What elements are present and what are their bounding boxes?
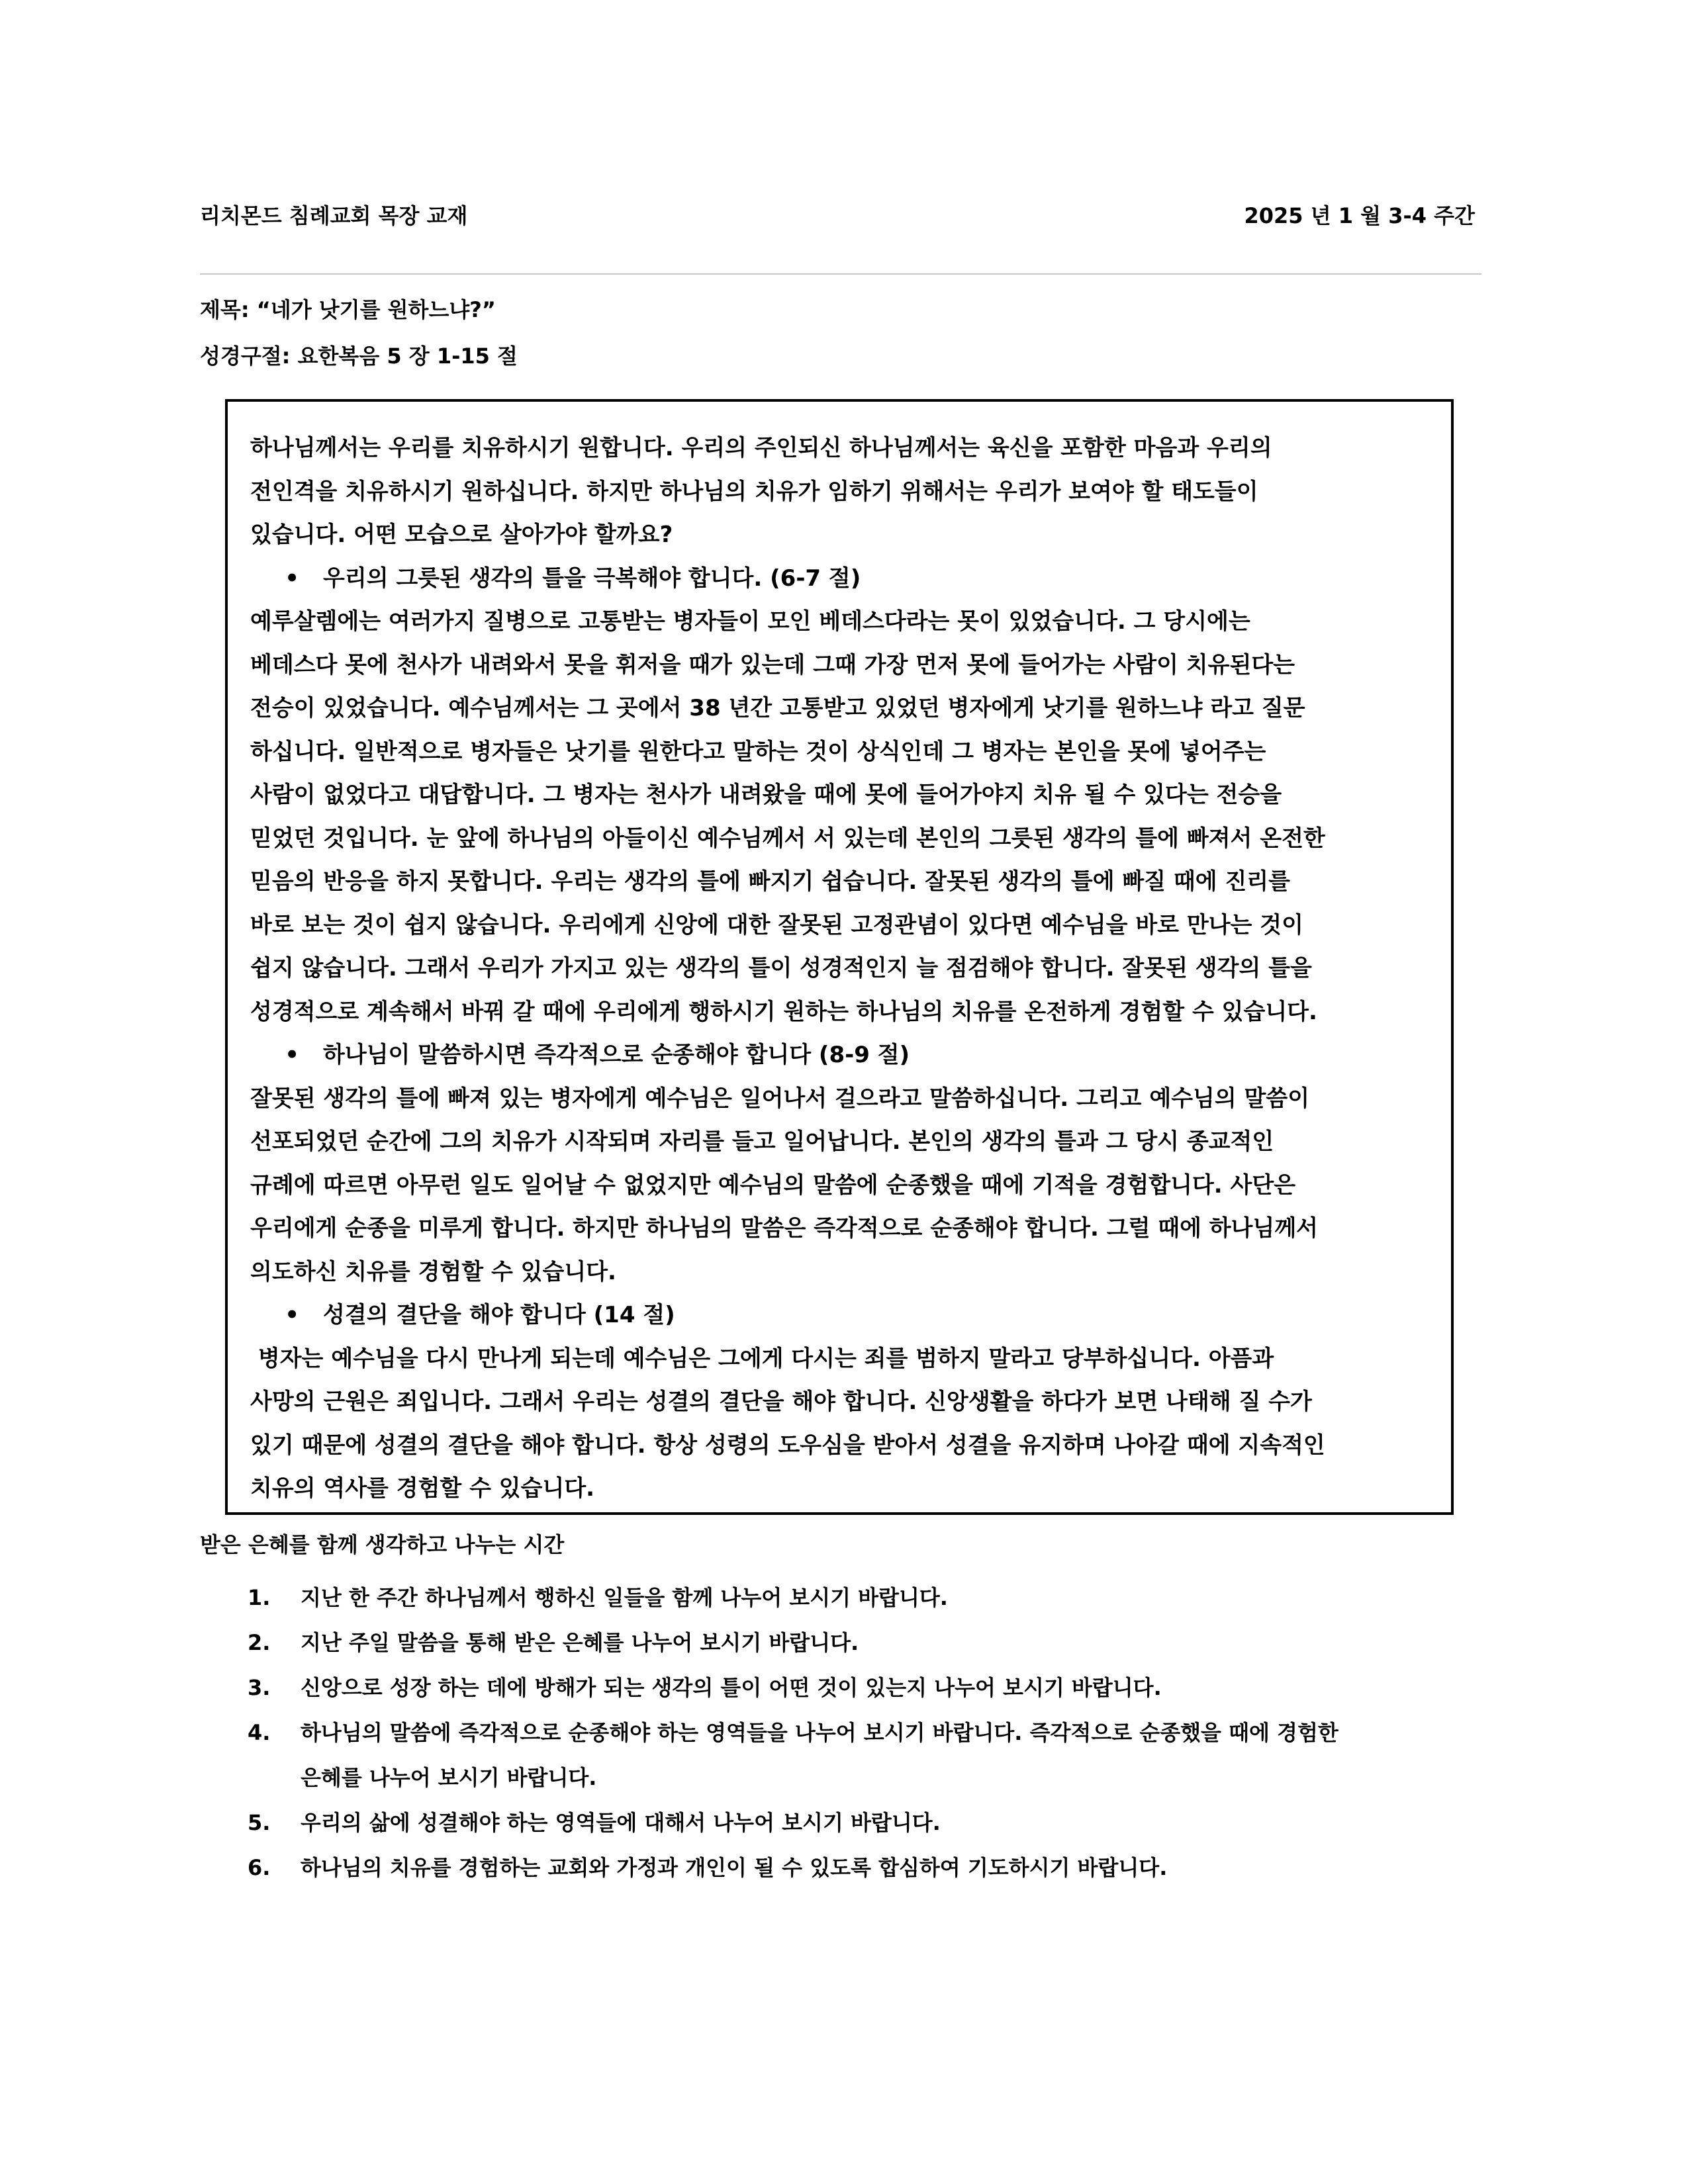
question-text	[301, 1710, 1497, 1800]
discussion-question	[200, 1710, 1497, 1800]
discussion-heading: 받은 은혜를 함께 생각하고 나누는 시간	[200, 1532, 565, 1557]
intro-line: 전인격을 치유하시기 원하십니다. 하지만 하나님의 치유가 임하기 위해서는 우리가 보여야 할 태도들이	[250, 478, 1258, 505]
body-line: 쉽지 않습니다. 그래서 우리가 가지고 있는 생각의 틀이 성경적인지 늘 점검해야 합니다. 잘못된 생각의 틀을	[250, 955, 1312, 981]
sermon-summary-box	[225, 399, 1454, 1515]
body-line: 바로 보는 것이 쉽지 않습니다. 우리에게 신앙에 대한 잘못된 고정관념이 있다면 예수님을 바로 만나는 것이	[250, 911, 1303, 938]
intro-line: 하나님께서는 우리를 치유하시기 원합니다. 우리의 주인되신 하나님께서는 육신을 포함한 마음과 우리의	[250, 435, 1272, 461]
header-divider	[200, 273, 1481, 275]
body-line: 성경적으로 계속해서 바꿔 갈 때에 우리에게 행하시기 원하는 하나님의 치유를 온전하게 경험할 수 있습니다.	[250, 998, 1317, 1025]
sermon-summary-content	[250, 427, 1442, 1511]
body-line: 선포되었던 순간에 그의 치유가 시작되며 자리를 들고 일어납니다. 본인의 생각의 틀과 그 당시 종교적인	[250, 1128, 1274, 1155]
scripture-reference: 성경구절: 요한복음 5 장 1-15 절	[200, 343, 518, 369]
intro-paragraph	[250, 427, 1442, 557]
body-line: 병자는 예수님을 다시 만나게 되는데 예수님은 그에게 다시는 죄를 범하지 말라고 당부하십니다. 아픔과	[250, 1345, 1274, 1372]
bullet-heading: 하나님이 말씀하시면 즉각적으로 순종해야 합니다 (8-9 절)	[323, 1042, 910, 1068]
header-date: 2025 년 1 월 3-4 주간	[1244, 203, 1475, 228]
discussion-question-list	[200, 1575, 1497, 1890]
section-3-paragraph	[250, 1338, 1442, 1511]
body-line: 우리에게 순종을 미루게 합니다. 하지만 하나님의 말씀은 즉각적으로 순종해야 합니다. 그럴 때에 하나님께서	[250, 1215, 1319, 1242]
bullet-point-3	[250, 1294, 1442, 1338]
bullet-icon: •	[285, 1302, 299, 1328]
body-line: 예루살렘에는 여러가지 질병으로 고통받는 병자들이 모인 베데스다라는 못이 있었습니다. 그 당시에는	[250, 608, 1250, 635]
intro-line: 있습니다. 어떤 모습으로 살아가야 할까요?	[250, 522, 673, 548]
question-text-line: 하나님의 말씀에 즉각적으로 순종해야 하는 영역들을 나누어 보시기 바랍니다. 즉각적으로 순종했을 때에 경험한	[301, 1720, 1338, 1745]
bullet-point-1	[250, 557, 1442, 601]
discussion-question	[200, 1845, 1497, 1890]
question-number: 3.	[248, 1675, 271, 1700]
body-line: 있기 때문에 성결의 결단을 해야 합니다. 항상 성령의 도우심을 받아서 성결을 유지하며 나아갈 때에 지속적인	[250, 1432, 1325, 1459]
discussion-question	[200, 1575, 1497, 1620]
body-line: 베데스다 못에 천사가 내려와서 못을 휘저을 때가 있는데 그때 가장 먼저 못에 들어가는 사람이 치유된다는	[250, 651, 1295, 678]
bullet-heading: 우리의 그릇된 생각의 틀을 극복해야 합니다. (6-7 절)	[323, 565, 861, 592]
section-1-paragraph	[250, 600, 1442, 1034]
body-line: 하십니다. 일반적으로 병자들은 낫기를 원한다고 말하는 것이 상식인데 그 병자는 본인을 못에 넣어주는	[250, 738, 1266, 765]
bullet-heading: 성결의 결단을 해야 합니다 (14 절)	[323, 1302, 675, 1328]
body-line: 규례에 따르면 아무런 일도 일어날 수 없었지만 예수님의 말씀에 순종했을 때에 기적을 경험합니다. 사단은	[250, 1171, 1296, 1199]
section-2-paragraph	[250, 1077, 1442, 1295]
question-number: 6.	[248, 1855, 271, 1880]
question-text-line: 은혜를 나누어 보시기 바랍니다.	[301, 1765, 597, 1790]
question-text: 우리의 삶에 성결해야 하는 영역들에 대해서 나누어 보시기 바랍니다.	[301, 1810, 941, 1835]
body-line: 치유의 역사를 경험할 수 있습니다.	[250, 1475, 595, 1502]
body-line: 사람이 없었다고 대답합니다. 그 병자는 천사가 내려왔을 때에 못에 들어가야지 치유 될 수 있다는 전승을	[250, 782, 1282, 808]
body-line: 믿었던 것입니다. 눈 앞에 하나님의 아들이신 예수님께서 서 있는데 본인의 그릇된 생각의 틀에 빠져서 온전한	[250, 825, 1325, 852]
discussion-question	[200, 1665, 1497, 1710]
question-number: 5.	[248, 1810, 271, 1835]
bullet-icon: •	[285, 565, 299, 592]
discussion-question	[200, 1620, 1497, 1665]
question-text: 지난 한 주간 하나님께서 행하신 일들을 함께 나누어 보시기 바랍니다.	[301, 1585, 948, 1610]
question-number: 1.	[248, 1585, 271, 1610]
question-number: 4.	[248, 1720, 271, 1745]
question-number: 2.	[248, 1630, 271, 1655]
body-line: 전승이 있었습니다. 예수님께서는 그 곳에서 38 년간 고통받고 있었던 병자에게 낫기를 원하느냐 라고 질문	[250, 695, 1305, 721]
question-text: 하나님의 치유를 경험하는 교회와 가정과 개인이 될 수 있도록 합심하여 기도하시기 바랍니다.	[301, 1855, 1168, 1880]
question-text: 신앙으로 성장 하는 데에 방해가 되는 생각의 틀이 어떤 것이 있는지 나누어 보시기 바랍니다.	[301, 1675, 1162, 1700]
body-line: 믿음의 반응을 하지 못합니다. 우리는 생각의 틀에 빠지기 쉽습니다. 잘못된 생각의 틀에 빠질 때에 진리를	[250, 868, 1290, 895]
bullet-icon: •	[285, 1042, 299, 1068]
header-church-name: 리치몬드 침례교회 목장 교재	[200, 203, 468, 228]
body-line: 사망의 근원은 죄입니다. 그래서 우리는 성결의 결단을 해야 합니다. 신앙생활을 하다가 보면 나태해 질 수가	[250, 1388, 1312, 1415]
body-line: 의도하신 치유를 경험할 수 있습니다.	[250, 1258, 616, 1285]
sermon-title: 제목: “네가 낫기를 원하느냐?”	[200, 297, 496, 322]
body-line: 잘못된 생각의 틀에 빠져 있는 병자에게 예수님은 일어나서 걸으라고 말씀하십니다. 그리고 예수님의 말씀이	[250, 1085, 1310, 1112]
question-text: 지난 주일 말씀을 통해 받은 은혜를 나누어 보시기 바랍니다.	[301, 1630, 859, 1655]
bullet-point-2	[250, 1034, 1442, 1077]
discussion-question	[200, 1800, 1497, 1845]
